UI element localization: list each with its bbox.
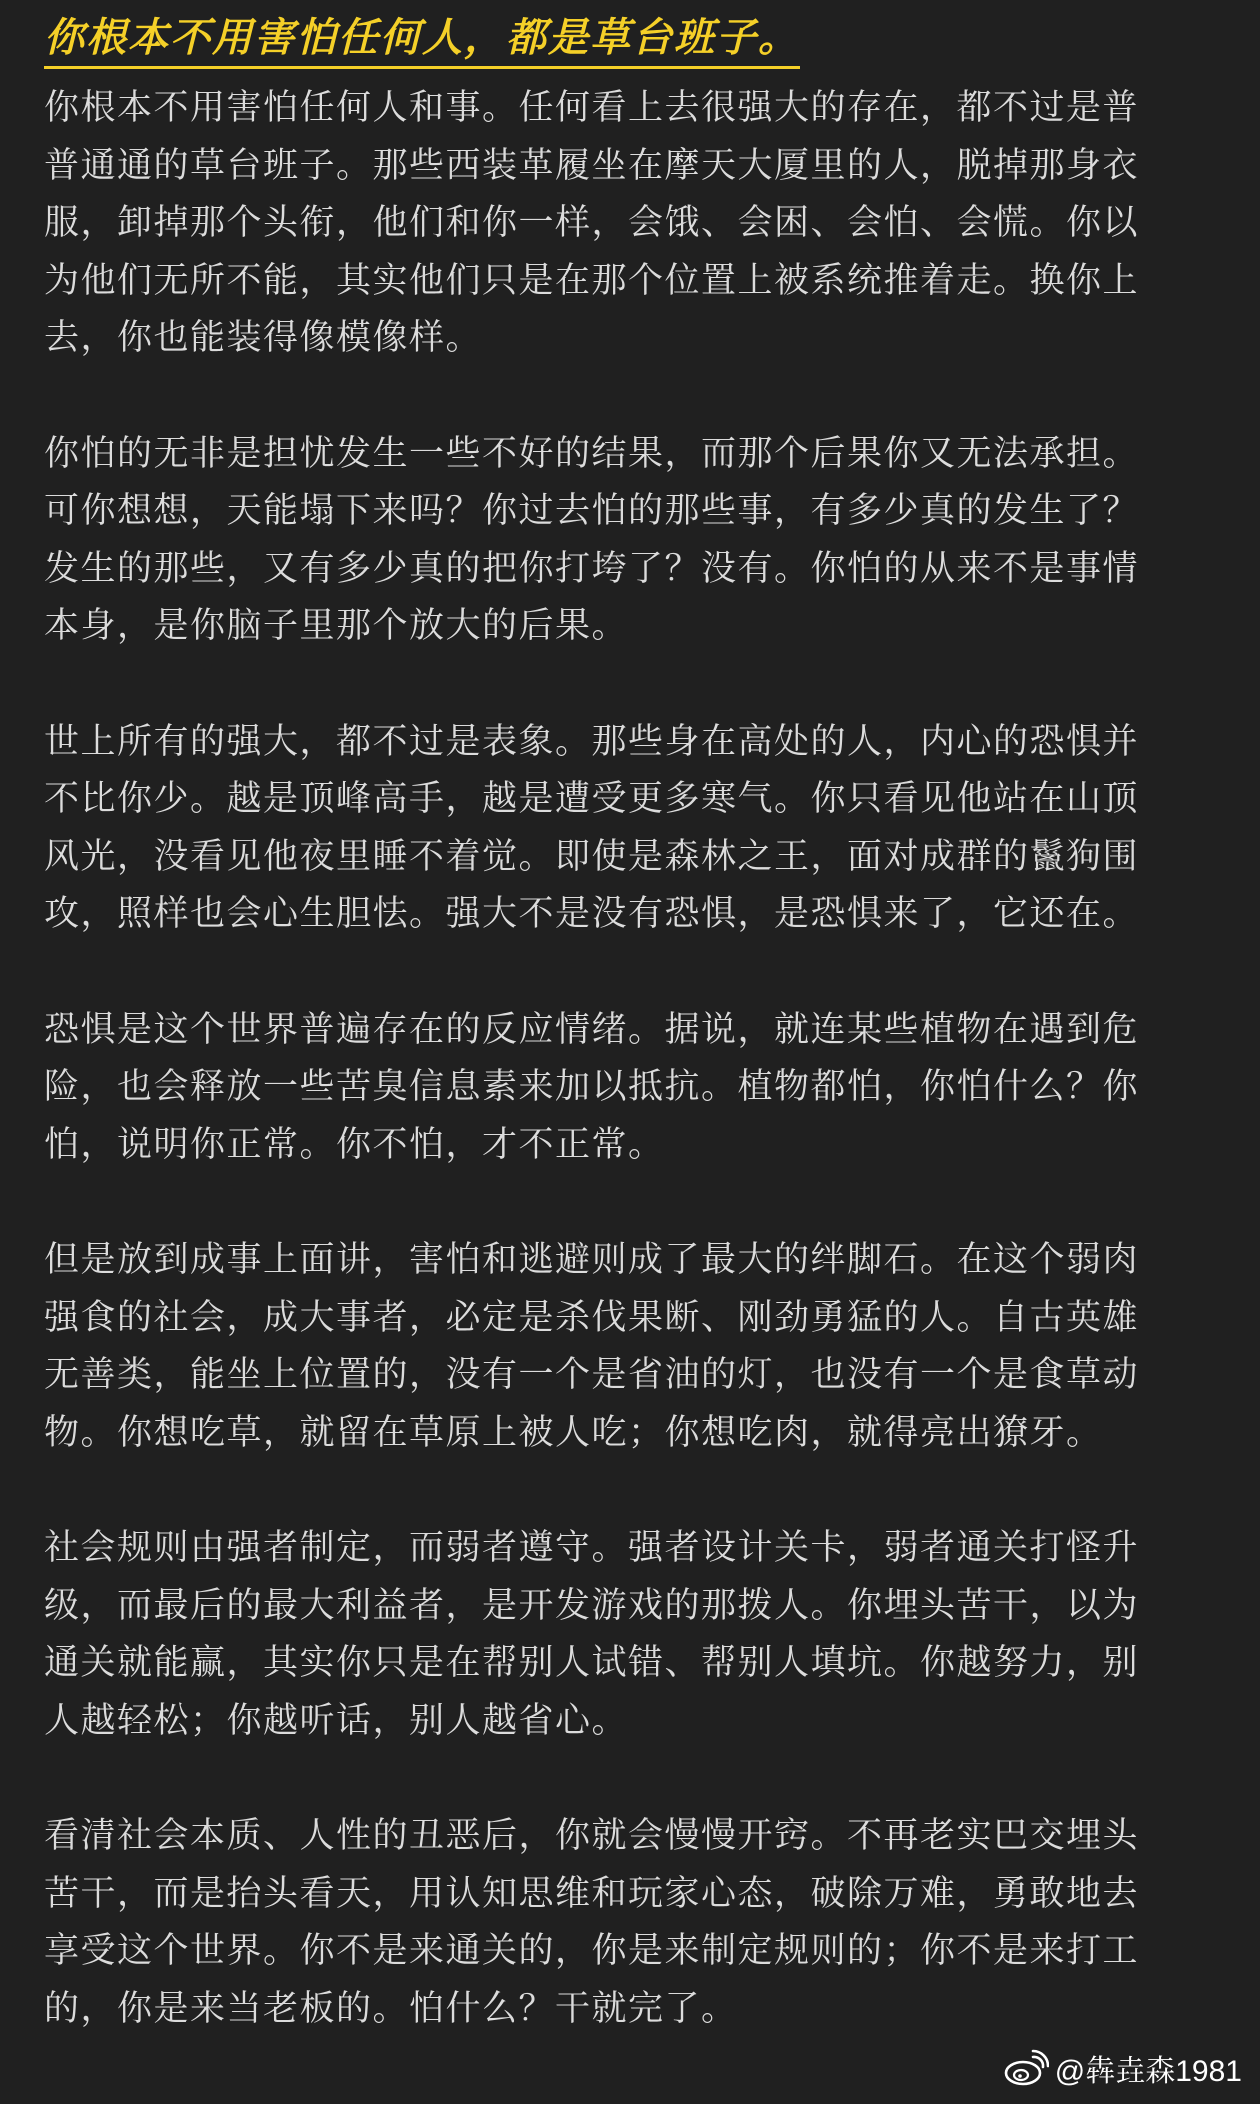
paragraph-5 bbox=[44, 1232, 1194, 1462]
paragraph-line: 怕，说明你正常。你不怕，才不正常。 bbox=[44, 1124, 665, 1165]
paragraph-line: 险，也会释放一些苦臭信息素来加以抵抗。植物都怕，你怕什么？你 bbox=[44, 1067, 1140, 1107]
paragraph-4 bbox=[44, 1002, 1194, 1175]
paragraph-line: 为他们无所不能，其实他们只是在那个位置上被系统推着走。换你上 bbox=[44, 260, 1140, 301]
paragraph-line: 你根本不用害怕任何人和事。任何看上去很强大的存在，都不过是普 bbox=[44, 88, 1140, 128]
paragraph-line: 级，而最后的最大利益者，是开发游戏的那拨人。你埋头苦干，以为 bbox=[44, 1585, 1140, 1626]
paragraph-2 bbox=[44, 426, 1194, 656]
paragraph-3 bbox=[44, 714, 1194, 944]
paragraph-line: 普通通的草台班子。那些西装革履坐在摩天大厦里的人，脱掉那身衣 bbox=[44, 145, 1140, 186]
title-block bbox=[44, 12, 800, 68]
paragraph-line: 通关就能赢，其实你只是在帮别人试错、帮别人填坑。你越努力，别 bbox=[44, 1643, 1140, 1683]
paragraph-line: 服，卸掉那个头衔，他们和你一样，会饿、会困、会怕、会慌。你以 bbox=[44, 203, 1140, 243]
paragraph-line: 世上所有的强大，都不过是表象。那些身在高处的人，内心的恐惧并 bbox=[44, 721, 1140, 762]
paragraph-line: 去，你也能装得像模像样。 bbox=[44, 318, 483, 358]
paragraph-line: 但是放到成事上面讲，害怕和逃避则成了最大的绊脚石。在这个弱肉 bbox=[44, 1240, 1140, 1280]
weibo-icon bbox=[1003, 2048, 1049, 2088]
paragraph-line: 人越轻松；你越听话，别人越省心。 bbox=[44, 1700, 629, 1741]
paragraph-line: 攻，照样也会心生胆怯。强大不是没有恐惧，是恐惧来了，它还在。 bbox=[44, 894, 1140, 934]
paragraph-line: 物。你想吃草，就留在草原上被人吃；你想吃肉，就得亮出獠牙。 bbox=[44, 1412, 1103, 1453]
paragraph-line: 可你想想，天能塌下来吗？你过去怕的那些事，有多少真的发生了？ bbox=[44, 491, 1140, 531]
article-body bbox=[44, 80, 1194, 2096]
paragraph-line: 风光，没看见他夜里睡不着觉。即使是森林之王，面对成群的鬣狗围 bbox=[44, 836, 1140, 877]
paragraph-line: 社会规则由强者制定，而弱者遵守。强者设计关卡，弱者通关打怪升 bbox=[44, 1528, 1140, 1568]
paragraph-line: 享受这个世界。你不是来通关的，你是来制定规则的；你不是来打工 bbox=[44, 1931, 1140, 1971]
paragraph-line: 强食的社会，成大事者，必定是杀伐果断、刚劲勇猛的人。自古英雄 bbox=[44, 1297, 1140, 1338]
paragraph-line: 本身，是你脑子里那个放大的后果。 bbox=[44, 606, 629, 646]
article-title: 你根本不用害怕任何人，都是草台班子。 bbox=[44, 12, 800, 69]
paragraph-line: 恐惧是这个世界普遍存在的反应情绪。据说，就连某些植物在遇到危 bbox=[44, 1009, 1140, 1050]
paragraph-line: 无善类，能坐上位置的，没有一个是省油的灯，也没有一个是食草动 bbox=[44, 1355, 1140, 1395]
watermark-handle: @犇垚森1981 bbox=[1054, 2055, 1242, 2088]
paragraph-line: 你怕的无非是担忧发生一些不好的结果，而那个后果你又无法承担。 bbox=[44, 433, 1140, 474]
paragraph-6 bbox=[44, 1520, 1194, 1750]
paragraph-7 bbox=[44, 1808, 1194, 2038]
paragraph-line: 不比你少。越是顶峰高手，越是遭受更多寒气。你只看见他站在山顶 bbox=[44, 779, 1140, 819]
paragraph-line: 发生的那些，又有多少真的把你打垮了？没有。你怕的从来不是事情 bbox=[44, 548, 1140, 589]
paragraph-1 bbox=[44, 80, 1194, 368]
paragraph-line: 看清社会本质、人性的丑恶后，你就会慢慢开窍。不再老实巴交埋头 bbox=[44, 1816, 1140, 1856]
paragraph-line: 的，你是来当老板的。怕什么？干就完了。 bbox=[44, 1988, 738, 2029]
paragraph-line: 苦干，而是抬头看天，用认知思维和玩家心态，破除万难，勇敢地去 bbox=[44, 1873, 1140, 1914]
weibo-watermark bbox=[1003, 2046, 1242, 2090]
